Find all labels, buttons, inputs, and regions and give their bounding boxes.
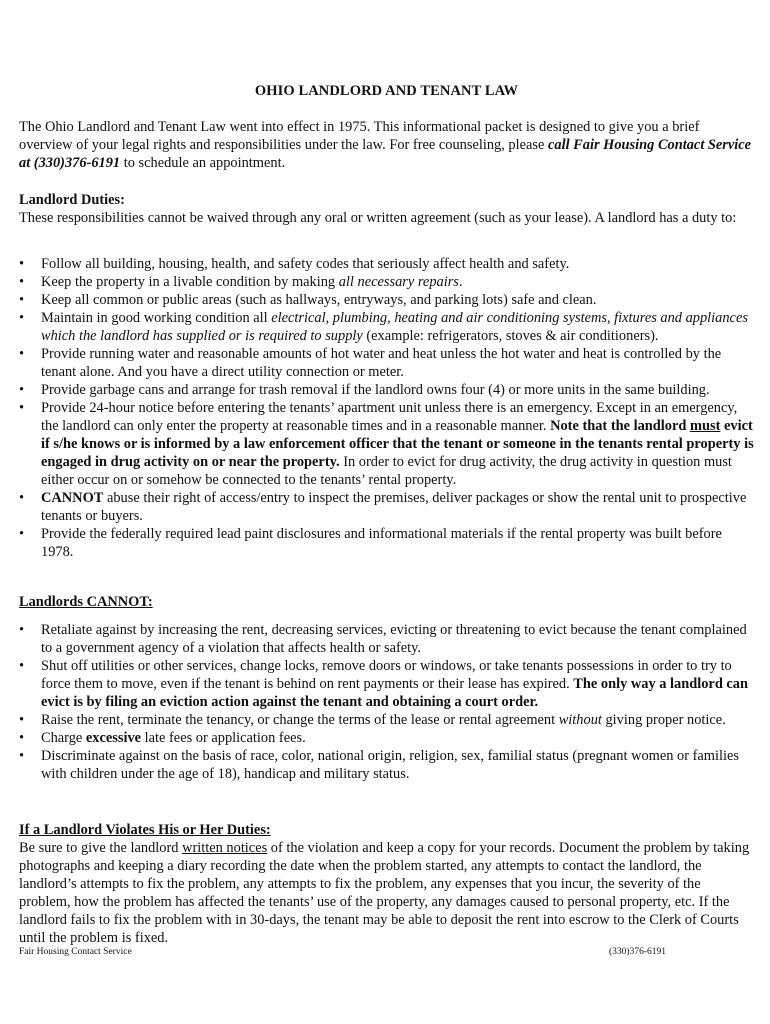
cannot-heading: Landlords CANNOT: [19, 594, 153, 610]
list-item: • Charge excessive late fees or application fees. [19, 730, 306, 746]
list-item: • Provide the federally required lead paint disclosures and informational materials if the rental property was built before 1978. [19, 526, 722, 560]
list-item: • Follow all building, housing, health, and safety codes that seriously affect health and safety. [19, 256, 570, 272]
list-item: • Provide 24-hour notice before entering the tenants’ apartment unit unless there is an emergency. Except in an emergency, the landlord can only enter the property at reasonable times and in a reasonable manner. Note that the landlord must evict if s/he knows or is informed by a law enforcement officer that the tenant or someone in the tenants rental property is engaged in drug activity on or near the property. In order to evict for drug activity, the drug activity in question must either occur on or somehow be connected to the tenants’ rental property. [19, 400, 754, 488]
page-title: OHIO LANDLORD AND TENANT LAW [254, 83, 519, 99]
intro-paragraph: The Ohio Landlord and Tenant Law went into effect in 1975. This informational packet is designed to give you a brief overview of your legal rights and responsibilities under the law. For free counseling, please call Fair Housing Contact Service at (330)376-6191 to schedule an appointment. [19, 119, 752, 171]
list-item: • Retaliate against by increasing the rent, decreasing services, evicting or threatening to evict because the tenant complained to a government agency of a violation that affects health or safety. [19, 622, 747, 656]
list-item: • Shut off utilities or other services, change locks, remove doors or windows, or take tenants possessions in order to try to force them to move, even if the tenant is behind on rent payments or their lease has expired. The only way a landlord can evict is by filing an eviction action against the tenant and obtaining a court order. [19, 658, 748, 710]
violates-section [19, 821, 754, 947]
list-item: • Provide running water and reasonable amounts of hot water and heat unless the hot water and heat is controlled by the tenant alone. And you have a direct utility connection or meter. [19, 346, 722, 380]
duties-heading: Landlord Duties: [19, 192, 125, 208]
footer-phone: (330)376-6191 [609, 947, 666, 957]
violates-heading: If a Landlord Violates His or Her Duties: [19, 822, 271, 838]
violates-paragraph: Be sure to give the landlord written notices of the violation and keep a copy for your records. Document the problem by taking photographs and keeping a diary recording the date when the problem started, any attempts to contact the landlord, the landlord’s attempts to fix the problem, any attempts to fix the problem, any expenses that you incur, the severity of the problem, how the problem has affected the tenants’ use of the property, any damages caused to personal property, etc. If the landlord fails to fix the problem with in 30-days, the tenant may be able to deposit the rent into escrow to the Clerk of Courts until the problem is fixed. [19, 840, 750, 946]
contact-callout: call Fair Housing Contact Service at (330)376-6191 [19, 137, 752, 171]
list-item: • Raise the rent, terminate the tenancy, or change the terms of the lease or rental agreement without giving proper notice. [19, 712, 726, 728]
list-item: • Keep the property in a livable condition by making all necessary repairs. [19, 274, 463, 290]
duties-lead: These responsibilities cannot be waived through any oral or written agreement (such as your lease). A landlord has a duty to: [19, 210, 737, 226]
footer-organization: Fair Housing Contact Service [19, 947, 132, 957]
list-item: • Keep all common or public areas (such as hallways, entryways, and parking lots) safe and clean. [19, 292, 597, 308]
duties-list [19, 255, 754, 561]
list-item: • CANNOT abuse their right of access/entry to inspect the premises, deliver packages or show the rental unit to prospective tenants or buyers. [19, 490, 747, 524]
list-item: • Discriminate against on the basis of race, color, national origin, religion, sex, familial status (pregnant women or families with children under the age of 18), handicap and military status. [19, 748, 739, 782]
cannot-list [19, 621, 754, 783]
list-item: • Maintain in good working condition all electrical, plumbing, heating and air conditioning systems, fixtures and appliances which the landlord has supplied or is required to supply (example: refrigerators, stoves & air conditioners). [19, 310, 748, 344]
duties-section [19, 191, 754, 227]
list-item: • Provide garbage cans and arrange for trash removal if the landlord owns four (4) or more units in the same building. [19, 382, 710, 398]
